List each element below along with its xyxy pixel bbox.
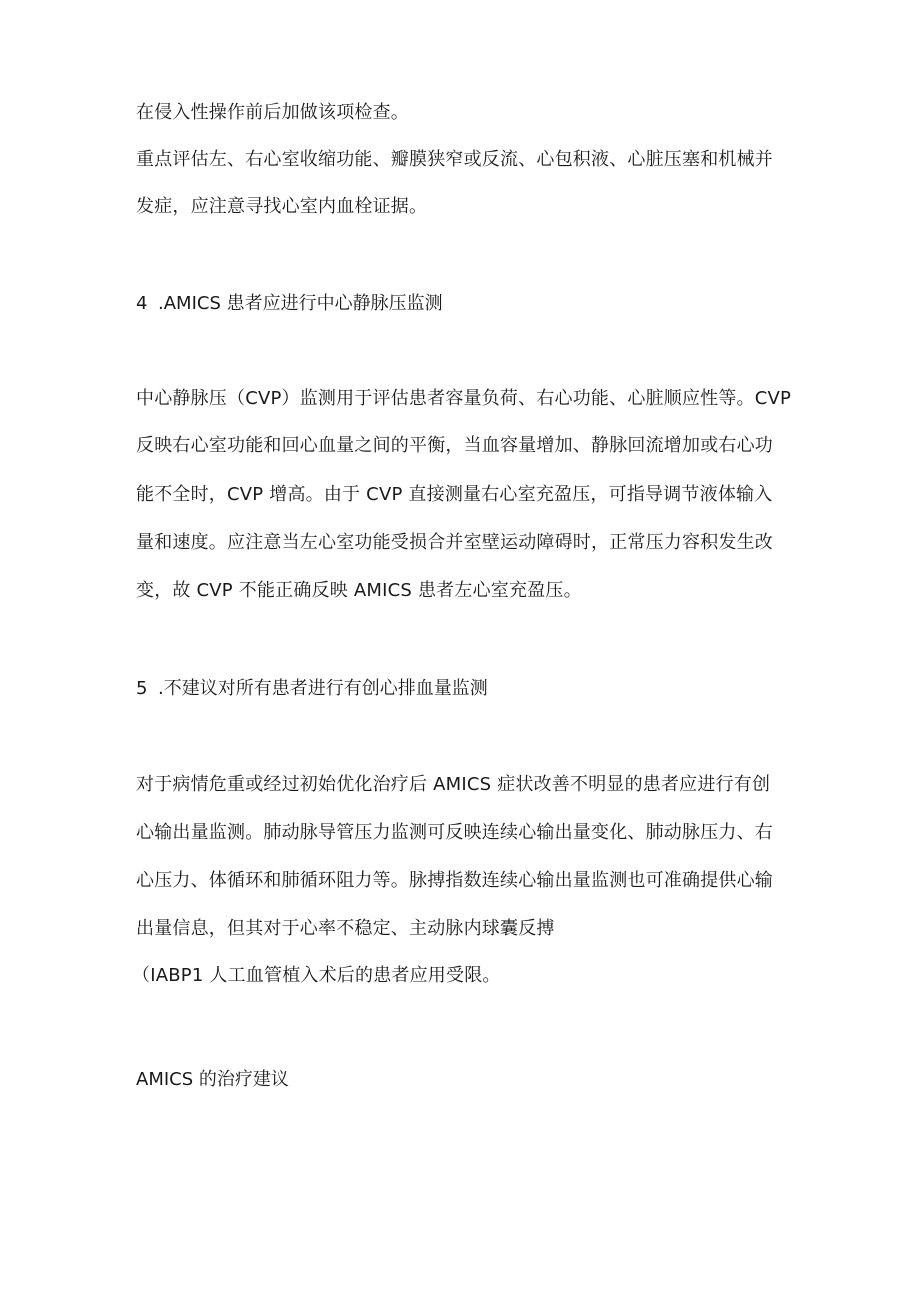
paragraph-line: 在侵入性操作前后加做该项检查。 xyxy=(136,102,409,123)
paragraph-line: 出量信息，但其对于心率不稳定、主动脉内球囊反搏 xyxy=(136,918,555,939)
paragraph-line: 变，故 CVP 不能正确反映 AMICS 患者左心室充盈压。 xyxy=(136,580,582,601)
section-title: .不建议对所有患者进行有创心排血量监测 xyxy=(158,678,488,699)
section-number: 4 xyxy=(136,293,148,314)
paragraph-line: 重点评估左、右心室收缩功能、瓣膜狭窄或反流、心包积液、心脏压塞和机械并 xyxy=(136,149,773,170)
paragraph-line: 对于病情危重或经过初始优化治疗后 AMICS 症状改善不明显的患者应进行有创 xyxy=(136,774,771,795)
paragraph-line: （IABP1 人工血管植入术后的患者应用受限。 xyxy=(132,965,501,986)
paragraph-line: 能不全时，CVP 增高。由于 CVP 直接测量右心室充盈压，可指导调节液体输入 xyxy=(136,484,773,505)
paragraph-line: 心压力、体循环和肺循环阻力等。脉搏指数连续心输出量监测也可准确提供心输 xyxy=(136,870,773,891)
paragraph-line: 量和速度。应注意当左心室功能受损合并室壁运动障碍时，正常压力容积发生改 xyxy=(136,532,773,553)
section-heading-treatment: AMICS 的治疗建议 xyxy=(136,1069,289,1090)
section-heading-5 xyxy=(136,676,488,702)
section-number: 5 xyxy=(136,678,148,699)
paragraph-line: 心输出量监测。肺动脉导管压力监测可反映连续心输出量变化、肺动脉压力、右 xyxy=(136,822,773,843)
paragraph-line: 中心静脉压（CVP）监测用于评估患者容量负荷、右心功能、心脏顺应性等。CVP xyxy=(136,388,792,409)
section-title: .AMICS 患者应进行中心静脉压监测 xyxy=(158,293,443,314)
section-heading-4 xyxy=(136,291,443,317)
paragraph-line: 发症，应注意寻找心室内血栓证据。 xyxy=(136,196,428,217)
paragraph-line: 反映右心室功能和回心血量之间的平衡，当血容量增加、静脉回流增加或右心功 xyxy=(136,435,773,456)
